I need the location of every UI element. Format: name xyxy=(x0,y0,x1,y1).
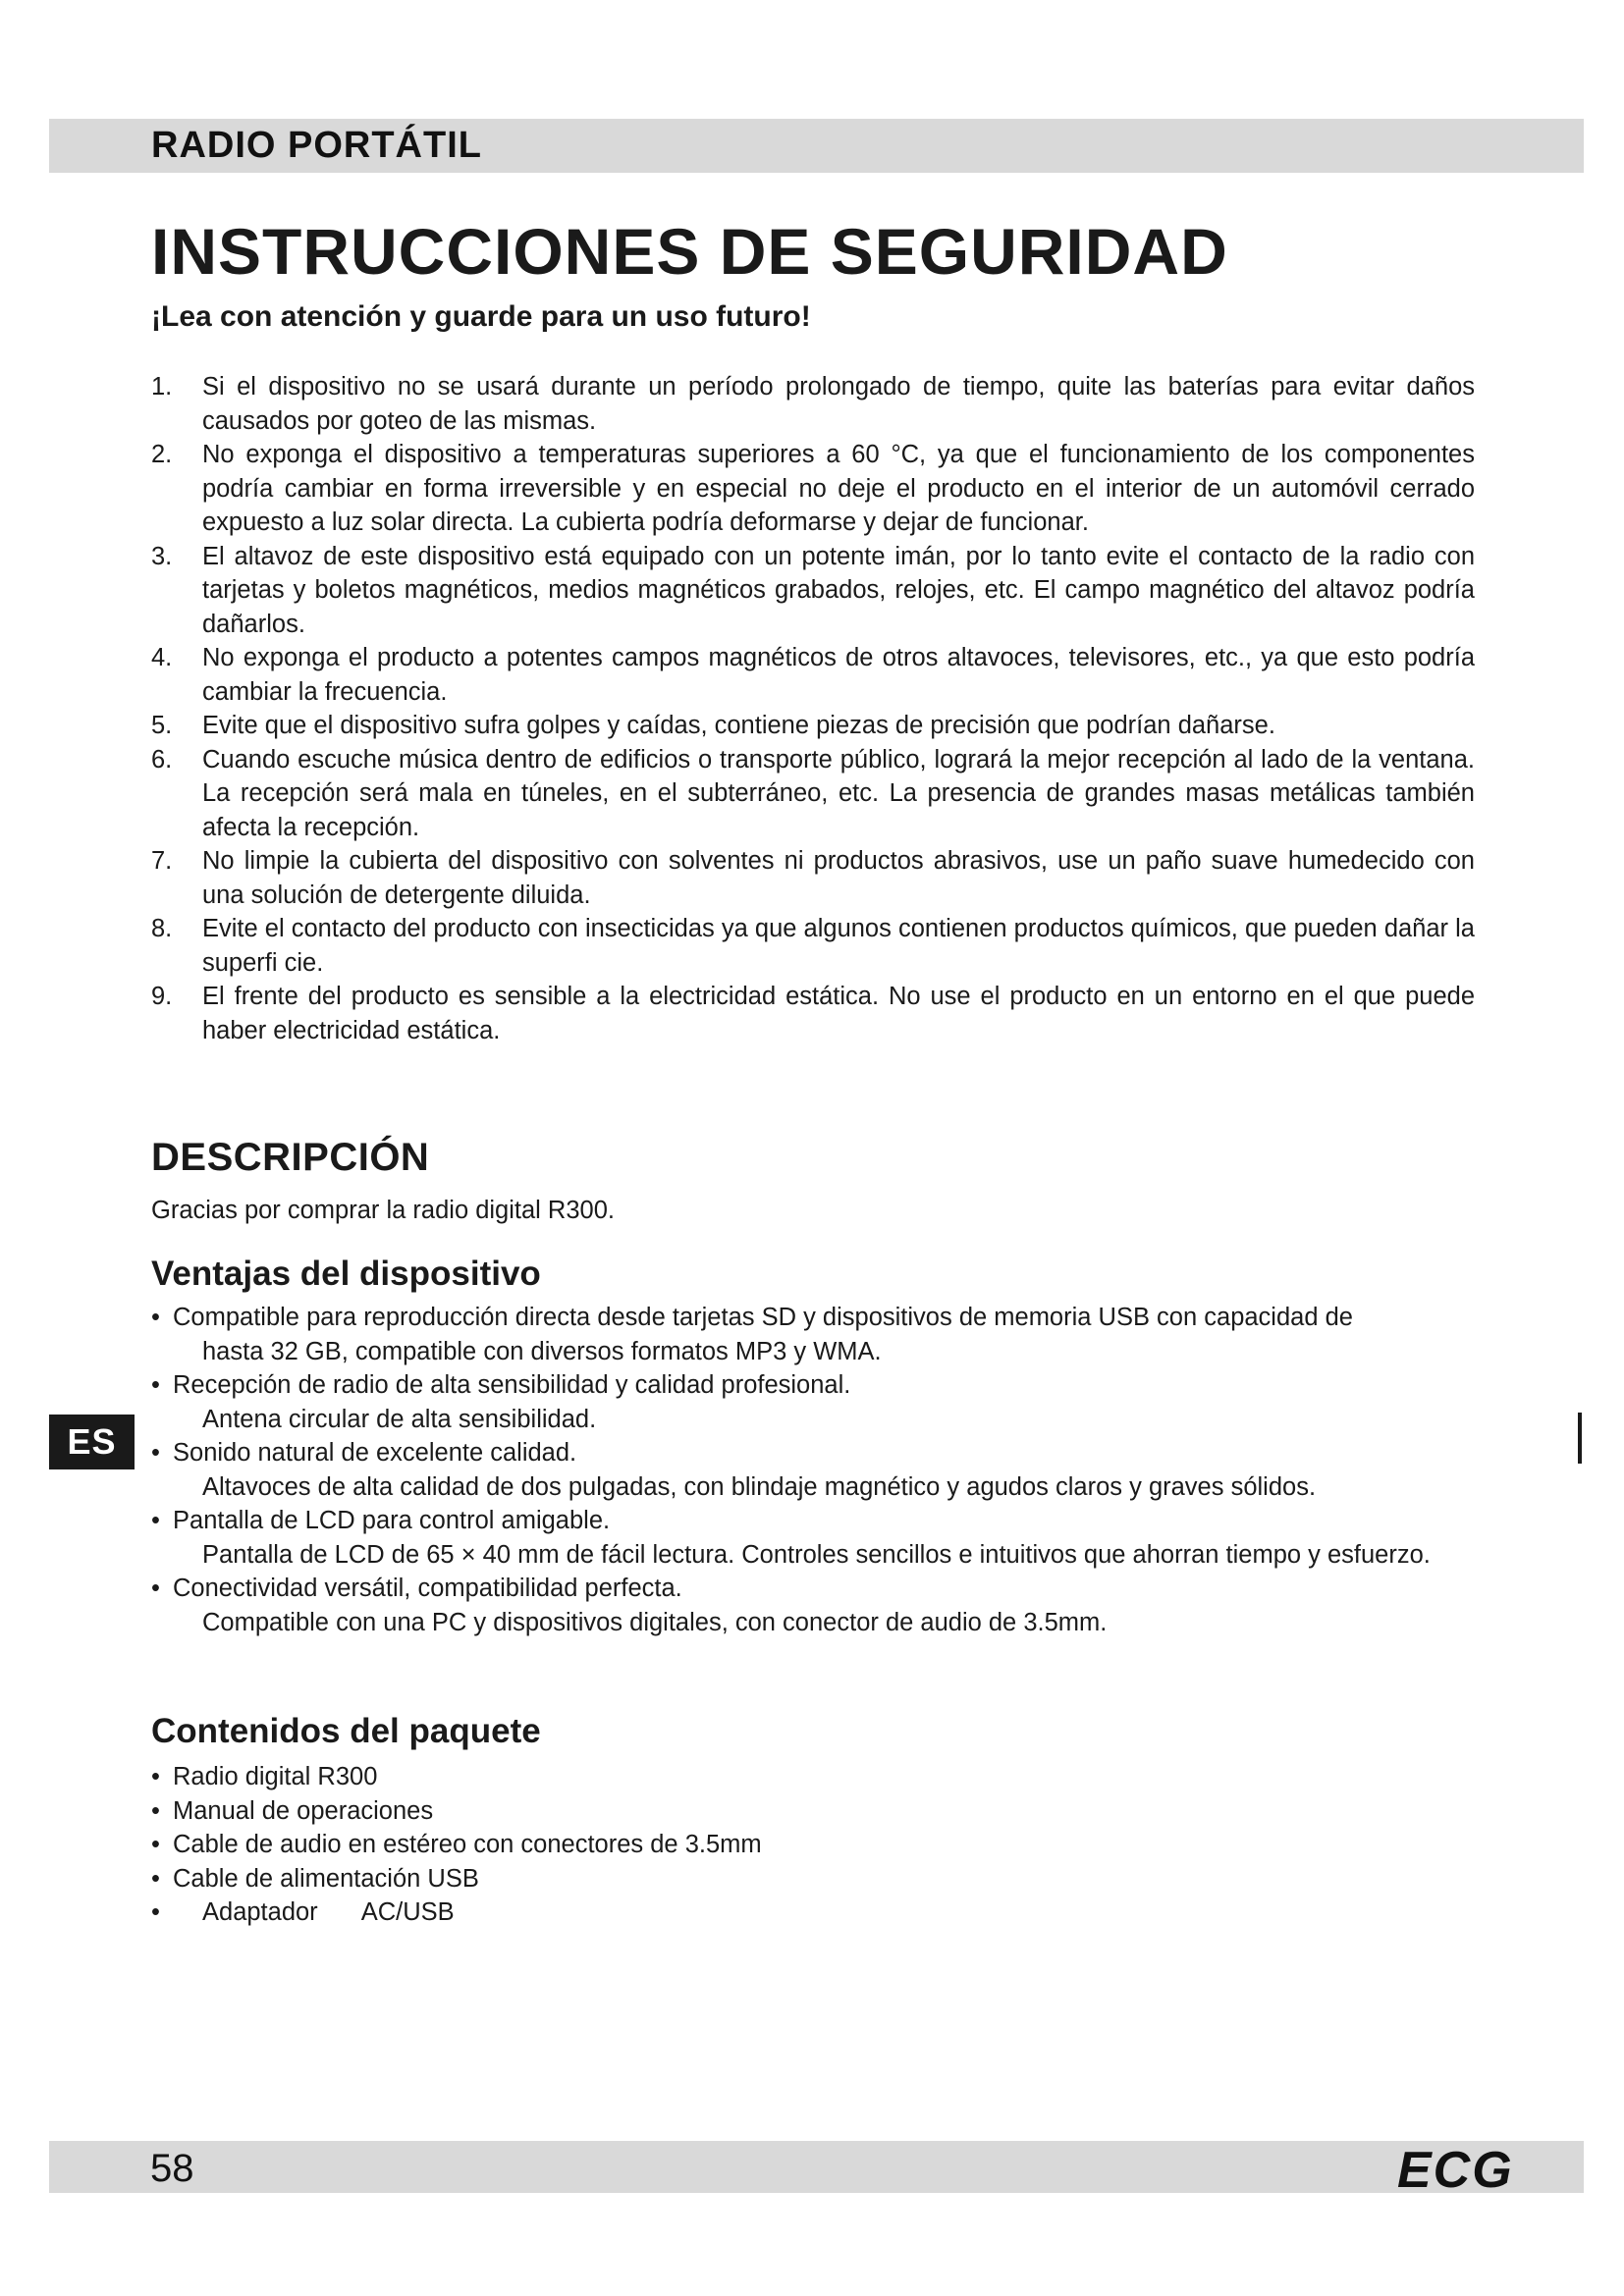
list-item xyxy=(151,1896,762,1930)
package-heading: Contenidos del paquete xyxy=(151,1712,541,1750)
item-text: Evite el contacto del producto con insecticidas ya que algunos contienen productos químicos, que pueden dañar la superfi cie. xyxy=(202,915,1475,977)
list-item xyxy=(151,1794,762,1829)
item-number: 5. xyxy=(151,712,173,739)
bullet-icon: • xyxy=(151,1304,160,1331)
margin-marker xyxy=(1578,1413,1582,1464)
bullet-icon: • xyxy=(151,1831,160,1858)
list-item xyxy=(151,641,1475,709)
bullet-icon: • xyxy=(151,1864,160,1893)
item-text: El altavoz de este dispositivo está equipado con un potente imán, por lo tanto evite el contacto de la radio con tarjetas y boletos magnéticos, medios magnéticos grabados, relojes, etc. El campo magnético del altavoz podría dañarlos. xyxy=(202,542,1475,638)
advantage-title: Sonido natural de excelente calidad. xyxy=(173,1439,577,1467)
brand-logo: ECG xyxy=(1397,2142,1514,2199)
bullet-icon: • xyxy=(151,1796,160,1825)
advantage-detail: Antena circular de alta sensibilidad. xyxy=(202,1405,597,1433)
item-number: 1. xyxy=(151,373,173,400)
list-item xyxy=(151,1572,1496,1639)
bullet-icon: • xyxy=(151,1763,160,1790)
list-item xyxy=(151,1504,1496,1572)
header-band xyxy=(49,119,1584,173)
item-number: 2. xyxy=(151,441,173,468)
list-item xyxy=(151,370,1475,438)
advantage-detail: Pantalla de LCD de 65 × 40 mm de fácil lectura. Controles sencillos e intuitivos que ahorran tiempo y esfuerzo. xyxy=(202,1540,1431,1569)
list-item xyxy=(151,1760,762,1794)
item-number: 9. xyxy=(151,983,173,1010)
list-item xyxy=(151,980,1475,1047)
section-title: RADIO PORTÁTIL xyxy=(151,125,482,166)
page-number: 58 xyxy=(150,2147,194,2190)
description-heading: DESCRIPCIÓN xyxy=(151,1136,430,1179)
item-number: 8. xyxy=(151,915,173,942)
item-number: 6. xyxy=(151,745,173,774)
bullet-icon: • xyxy=(151,1371,160,1399)
package-item-b: AC/USB xyxy=(360,1898,455,1926)
list-item xyxy=(151,540,1475,642)
item-number: 4. xyxy=(151,644,173,671)
item-text: Si el dispositivo no se usará durante un período prolongado de tiempo, quite las baterías para evitar daños causados por goteo de las mismas. xyxy=(202,373,1475,435)
subtitle: ¡Lea con atención y guarde para un uso futuro! xyxy=(151,300,811,333)
list-item xyxy=(151,912,1475,980)
main-title: INSTRUCCIONES DE SEGURIDAD xyxy=(151,215,1228,288)
footer-band xyxy=(49,2141,1584,2199)
list-item xyxy=(151,1828,762,1862)
safety-list xyxy=(151,370,1475,1047)
advantages-heading: Ventajas del dispositivo xyxy=(151,1255,541,1293)
bullet-icon: • xyxy=(151,1507,160,1534)
bullet-icon: • xyxy=(151,1898,160,1926)
advantage-detail: Altavoces de alta calidad de dos pulgadas, con blindaje magnético y agudos claros y graves sólidos. xyxy=(202,1472,1317,1501)
list-item xyxy=(151,1436,1496,1504)
language-badge: ES xyxy=(49,1415,135,1469)
advantage-detail: hasta 32 GB, compatible con diversos formatos MP3 y WMA. xyxy=(202,1337,882,1365)
description-intro: Gracias por comprar la radio digital R300. xyxy=(151,1197,615,1224)
item-text: Evite que el dispositivo sufra golpes y caídas, contiene piezas de precisión que podrían dañarse. xyxy=(202,712,1275,739)
bullet-icon: • xyxy=(151,1439,160,1467)
list-item xyxy=(151,438,1475,540)
list-item xyxy=(151,709,1475,743)
advantage-title: Compatible para reproducción directa desde tarjetas SD y dispositivos de memoria USB con capacidad de xyxy=(173,1304,1353,1331)
list-item xyxy=(151,743,1475,845)
package-item: Cable de alimentación USB xyxy=(173,1864,479,1893)
item-text: Cuando escuche música dentro de edificios o transporte público, logrará la mejor recepción al lado de la ventana. La recepción será mala en túneles, en el subterráneo, etc. La presencia de grandes masas metálicas también afecta la recepción. xyxy=(202,745,1475,841)
item-number: 7. xyxy=(151,847,173,875)
item-text: El frente del producto es sensible a la electricidad estática. No use el producto en un entorno en el que puede haber electricidad estática. xyxy=(202,983,1475,1044)
list-item xyxy=(151,1368,1496,1436)
package-item-a: Adaptador xyxy=(202,1898,318,1926)
item-number: 3. xyxy=(151,542,173,570)
bullet-icon: • xyxy=(151,1575,160,1602)
advantages-list xyxy=(151,1301,1496,1639)
advantage-title: Conectividad versátil, compatibilidad perfecta. xyxy=(173,1575,682,1602)
package-list xyxy=(151,1760,762,1930)
item-text: No limpie la cubierta del dispositivo con solventes ni productos abrasivos, use un paño suave humedecido con una solución de detergente diluida. xyxy=(202,847,1475,909)
advantage-title: Pantalla de LCD para control amigable. xyxy=(173,1507,611,1534)
package-item: Radio digital R300 xyxy=(173,1763,378,1790)
item-text: No exponga el producto a potentes campos magnéticos de otros altavoces, televisores, etc., ya que esto podría cambiar la frecuencia. xyxy=(202,644,1475,706)
advantage-detail: Compatible con una PC y dispositivos digitales, con conector de audio de 3.5mm. xyxy=(202,1608,1108,1636)
list-item xyxy=(151,1301,1496,1368)
advantage-title: Recepción de radio de alta sensibilidad y calidad profesional. xyxy=(173,1371,851,1399)
list-item xyxy=(151,844,1475,912)
package-item: Manual de operaciones xyxy=(173,1796,434,1825)
item-text: No exponga el dispositivo a temperaturas superiores a 60 °C, ya que el funcionamiento de los componentes podría cambiar en forma irreversible y en especial no deje el producto en el interior de un automóvil cerrado expuesto a luz solar directa. La cubierta podría deformarse y dejar de funcionar. xyxy=(202,441,1475,536)
package-item: Cable de audio en estéreo con conectores de 3.5mm xyxy=(173,1831,762,1858)
list-item xyxy=(151,1862,762,1896)
